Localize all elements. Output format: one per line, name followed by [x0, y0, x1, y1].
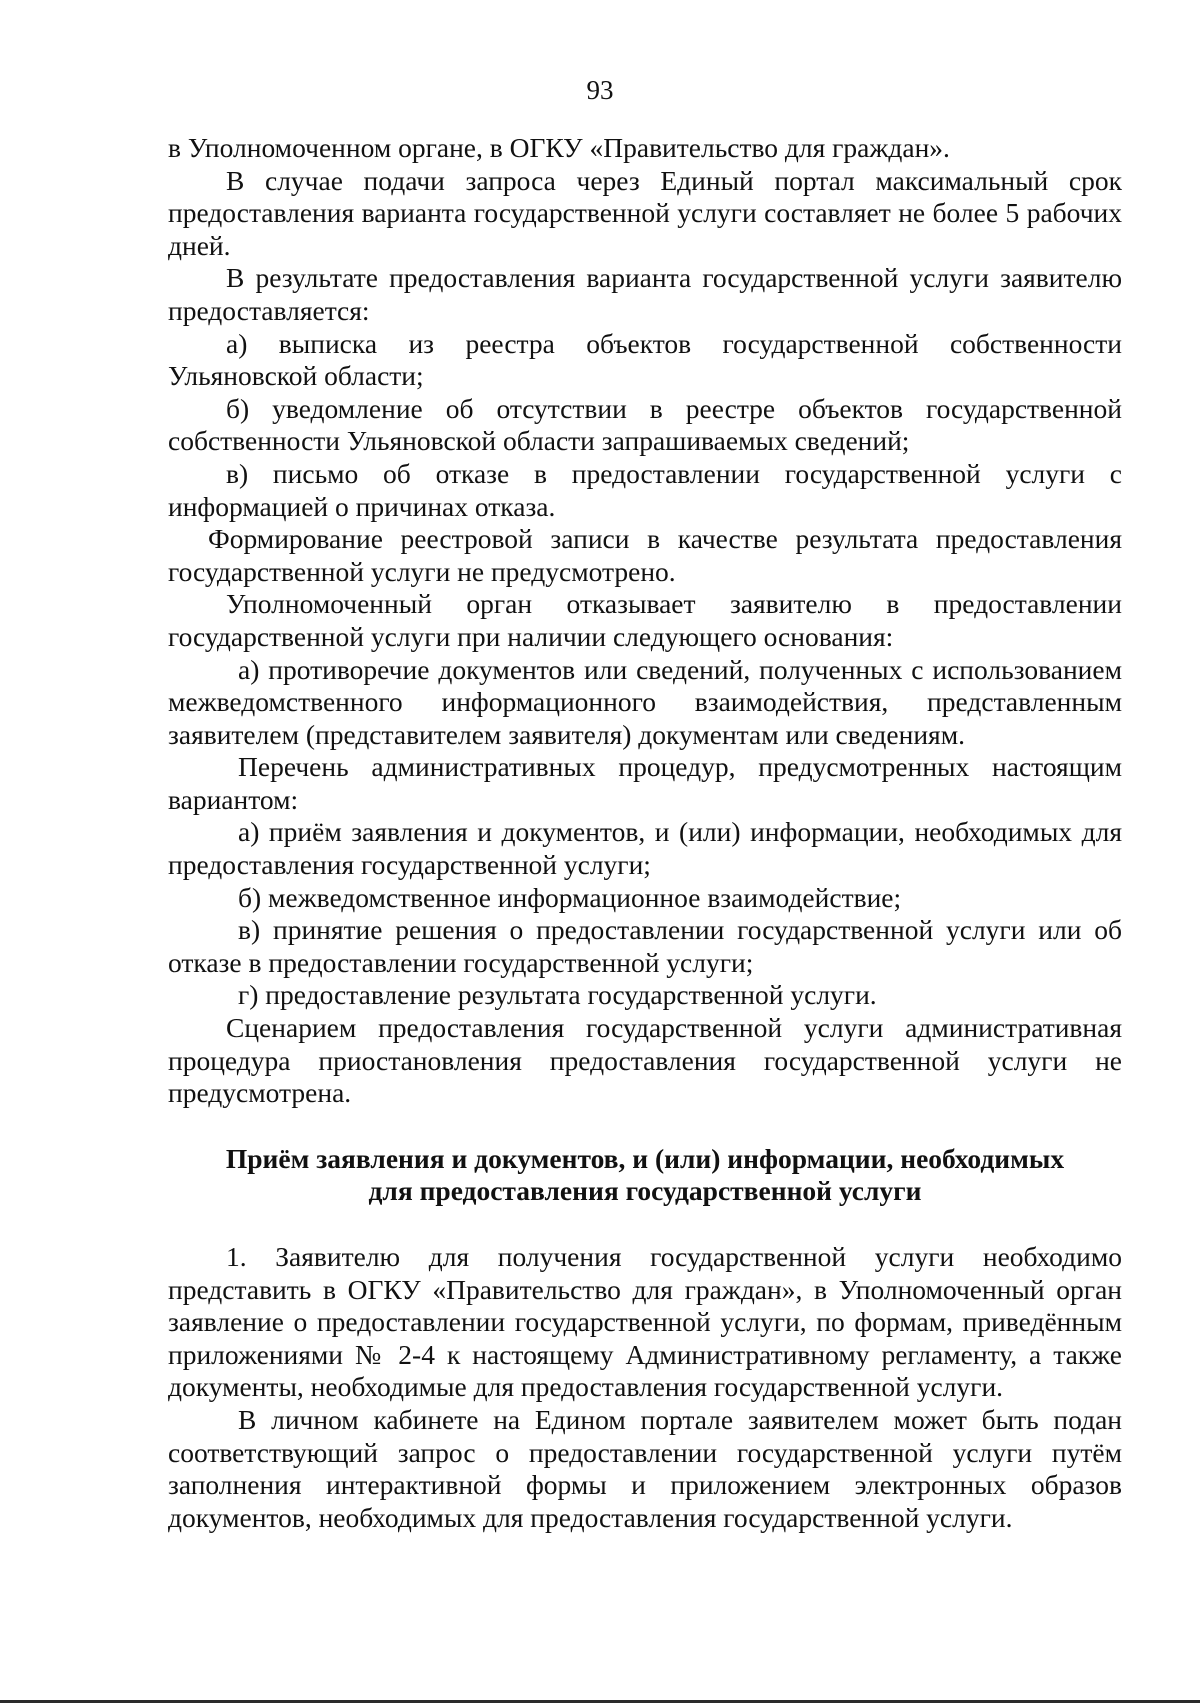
scan-edge-line — [0, 1700, 1200, 1703]
list-item: а) приём заявления и документов, и (или) информации, необходимых для предоставления государственной услуги; — [168, 816, 1122, 881]
list-item: в) принятие решения о предоставлении государственной услуги или об отказе в предоставлении государственной услуги; — [168, 914, 1122, 978]
spacer — [168, 1110, 1122, 1143]
paragraph: В случае подачи запроса через Единый портал максимальный срок предоставления варианта государственной услуги составляет не более 5 рабочих дней. — [168, 164, 1122, 261]
paragraph: Перечень административных процедур, предусмотренных настоящим вариантом: — [168, 751, 1122, 815]
paragraph: 1. Заявителю для получения государственной услуги необходимо представить в ОГКУ «Правительство для граждан», в Уполномоченный орган заявление о предоставлении государственной услуги, по формам, приведённым приложениями № 2-4 к настоящему Административному регламенту, а также документы, необходимые для предоставления государственной услуги. — [168, 1241, 1122, 1403]
paragraph: В личном кабинете на Едином портале заявителем может быть подан соответствующий запрос о предоставлении государственной услуги путём заполнения интерактивной формы и приложением электронных образов документов, необходимых для предоставления государственной услуги. — [168, 1403, 1122, 1533]
paragraph: Формирование реестровой записи в качестве результата предоставления государственной услуги не предусмотрено. — [168, 523, 1122, 587]
section-heading-line: Приём заявления и документов, и (или) информации, необходимых — [225, 1142, 1065, 1174]
paragraph: в Уполномоченном органе, в ОГКУ «Правительство для граждан». — [168, 132, 950, 163]
list-item: а) выписка из реестра объектов государственной собственности Ульяновской области; — [168, 327, 1122, 392]
section-heading-line: для предоставления государственной услуги — [368, 1175, 922, 1207]
paragraph: Сценарием предоставления государственной услуги административная процедура приостановления предоставления государственной услуги не предусмотрена. — [168, 1012, 1122, 1109]
spacer — [168, 1208, 1122, 1241]
list-item: в) письмо об отказе в предоставлении государственной услуги с информацией о причинах отказа. — [168, 457, 1122, 522]
list-item: б) уведомление об отсутствии в реестре объектов государственной собственности Ульяновской области запрашиваемых сведений; — [168, 392, 1122, 457]
page-number: 93 — [586, 75, 614, 105]
list-item: г) предоставление результата государственной услуги. — [238, 979, 877, 1011]
list-item: б) межведомственное информационное взаимодействие; — [238, 881, 902, 913]
section-heading — [168, 1143, 1122, 1208]
paragraph: В результате предоставления варианта государственной услуги заявителю предоставляется: — [168, 262, 1122, 326]
paragraph: Уполномоченный орган отказывает заявителю в предоставлении государственной услуги при наличии следующего основания: — [168, 588, 1122, 652]
list-item: а) противоречие документов или сведений, полученных с использованием межведомственного информационного взаимодействия, представленным заявителем (представителем заявителя) документам или сведениям. — [168, 653, 1122, 750]
document-body — [168, 132, 1122, 1534]
